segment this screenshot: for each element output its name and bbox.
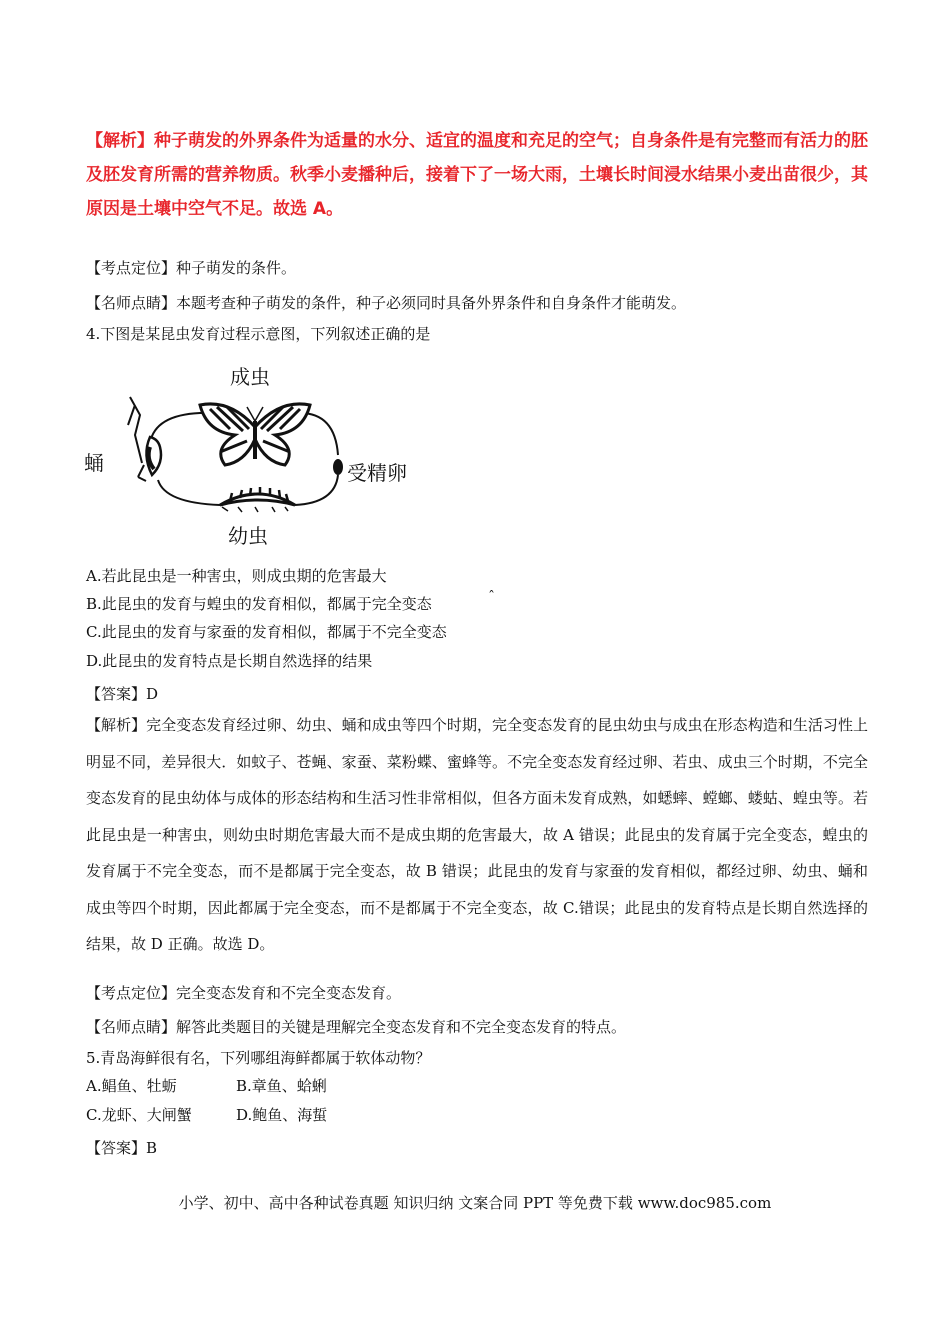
q5-option-c: C.龙虾、大闸蟹 — [86, 1106, 192, 1124]
cycle-arc-bottom-left — [158, 480, 220, 505]
q4-stem: 4.下图是某昆虫发育过程示意图，下列叙述正确的是 — [86, 325, 431, 343]
q5-answer: 【答案】B — [86, 1139, 158, 1157]
q5-stem: 5.青岛海鲜很有名，下列哪组海鲜都属于软体动物？ — [86, 1049, 431, 1067]
q4-option-b: B.此昆虫的发育与蝗虫的发育相似，都属于完全变态 — [86, 595, 432, 613]
lifecycle-drawing — [80, 355, 440, 550]
egg-icon — [333, 459, 343, 475]
insect-lifecycle-diagram — [80, 355, 440, 550]
larva-icon — [220, 487, 295, 512]
label-larva: 幼虫 — [228, 524, 268, 548]
label-egg: 受精卵 — [347, 461, 407, 485]
q3-kaodian: 【考点定位】种子萌发的条件。 — [86, 259, 297, 277]
stray-mark: ˆ — [488, 589, 495, 605]
q4-kaodian: 【考点定位】完全变态发育和不完全变态发育。 — [86, 984, 402, 1002]
cycle-arc-top-left — [150, 413, 210, 443]
page-footer: 小学、初中、高中各种试卷真题 知识归纳 文案合同 PPT 等免费下载 www.doc985.com — [178, 1194, 772, 1212]
q4-analysis: 【解析】完全变态发育经过卵、幼虫、蛹和成虫等四个时期，完全变态发育的昆虫幼虫与成虫在形态构造和生活习性上明显不同，差异很大．如蚊子、苍蝇、家蚕、菜粉蝶、蜜蜂等。不完全变态发育经过卵、若虫、成虫三个时期，不完全变态发育的昆虫幼体与成体的形态结构和生活习性非常相似，但各方面未发育成熟，如蟋蟀、螳螂、蝼蛄、蝗虫等。若此昆虫是一种害虫，则幼虫时期危害最大而不是成虫期的危害最大，故 A 错误；此昆虫的发育属于完全变态，蝗虫的发育属于不完全变态，而不是都属于完全变态，故 B 错误；此昆虫的发育与家蚕的发育相似，都经过卵、幼虫、蛹和成虫等四个时期，因此都属于完全变态，而不是都属于不完全变态，故 C.错误；此昆虫的发育特点是长期自然选择的结果，故 D 正确。故选 D。 — [86, 716, 868, 953]
cycle-arc-bottom-right — [295, 475, 338, 505]
pupa-icon — [128, 397, 161, 481]
q4-option-d: D.此昆虫的发育特点是长期自然选择的结果 — [86, 652, 373, 670]
q3-dianjing: 【名师点睛】本题考查种子萌发的条件，种子必须同时具备外界条件和自身条件才能萌发。 — [86, 294, 687, 312]
cycle-arc-top-right — [300, 413, 338, 455]
q4-option-a: A.若此昆虫是一种害虫，则成虫期的危害最大 — [86, 567, 387, 585]
q4-answer: 【答案】D — [86, 685, 159, 703]
label-pupa: 蛹 — [84, 451, 104, 475]
q4-option-c: C.此昆虫的发育与家蚕的发育相似，都属于不完全变态 — [86, 623, 447, 641]
q5-option-a: A.鲳鱼、牡蛎 — [86, 1077, 177, 1095]
q4-dianjing: 【名师点睛】解答此类题目的关键是理解完全变态发育和不完全变态发育的特点。 — [86, 1018, 627, 1036]
q5-option-d: D.鲍鱼、海蜇 — [236, 1106, 328, 1124]
q3-analysis: 【解析】种子萌发的外界条件为适量的水分、适宜的温度和充足的空气；自身条件是有完整而有活力的胚及胚发育所需的营养物质。秋季小麦播种后，接着下了一场大雨，土壤长时间浸水结果小麦出苗很少，其原因是土壤中空气不足。故选 A。 — [86, 131, 868, 219]
label-adult: 成虫 — [230, 365, 270, 389]
butterfly-icon — [200, 404, 310, 465]
q5-option-b: B.章鱼、蛤蜊 — [236, 1077, 327, 1095]
